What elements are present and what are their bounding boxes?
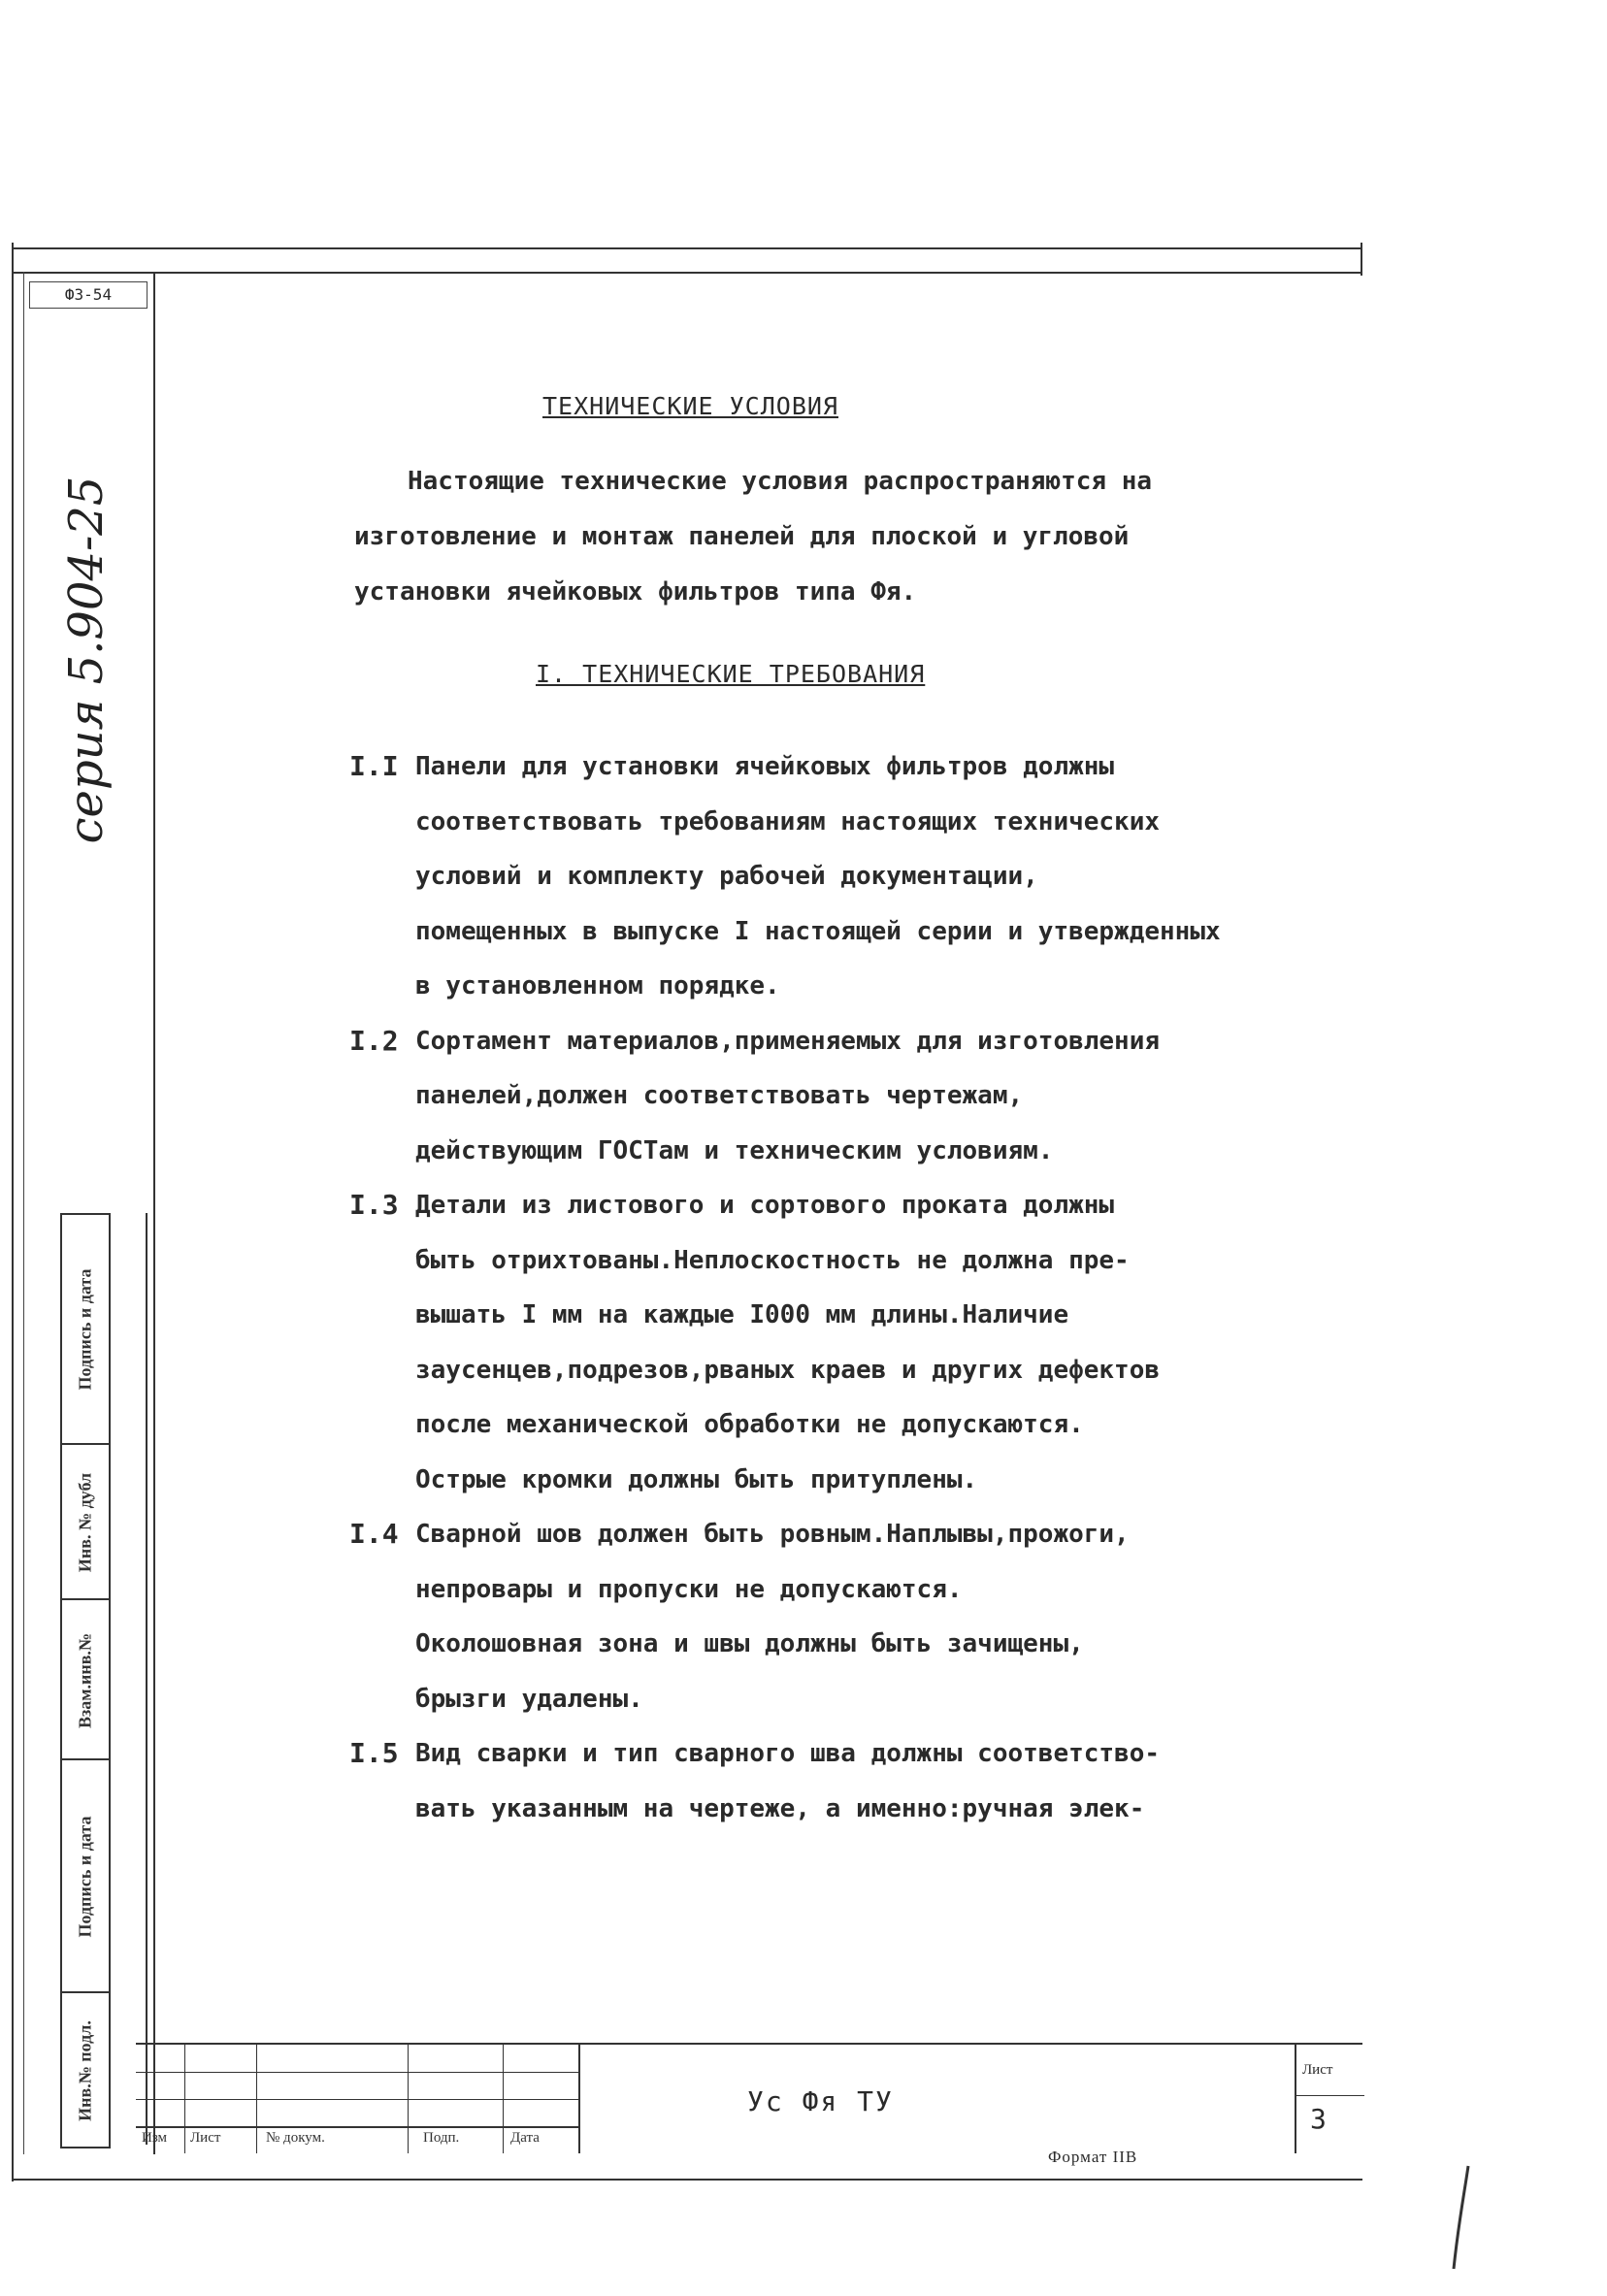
item-number: I.I <box>349 750 399 782</box>
section-title: I. ТЕХНИЧЕСКИЕ ТРЕБОВАНИЯ <box>536 660 926 688</box>
stamp-cell-original-inv: Инв.№ подл. <box>62 1991 109 2148</box>
intro-line: изготовление и монтаж панелей для плоской и угловой <box>354 522 1130 551</box>
sheet-label: Лист <box>1302 2062 1333 2078</box>
intro-line: установки ячейковых фильтров типа Фя. <box>354 577 917 607</box>
intro-line: Настоящие технические условия распространяются на <box>408 467 1153 496</box>
item-number: I.3 <box>349 1189 399 1221</box>
frame-left-line <box>12 243 14 2181</box>
approval-stamp-column <box>60 1213 111 2148</box>
list-item <box>349 1726 1349 1836</box>
item-line: действующим ГОСТам и техническим условиям. <box>415 1135 1054 1165</box>
header-signature: Подп. <box>423 2130 460 2146</box>
series-handwritten <box>0 476 290 844</box>
stamp-blank-column <box>107 1213 148 2145</box>
item-line: непровары и пропуски не допускаются. <box>415 1574 963 1604</box>
stamp-cell-duplicate-inv: Инв. № дубл <box>62 1443 109 1600</box>
sheet-number-box <box>1295 2045 1364 2153</box>
binding-margin-line <box>153 272 155 2154</box>
item-line: условий и комплекту рабочей документации, <box>415 862 1038 891</box>
list-item <box>349 739 1349 1014</box>
item-line: в установленном порядке. <box>415 971 780 1000</box>
item-line: Острые кромки должны быть притуплены. <box>415 1464 978 1494</box>
item-line: Панели для установки ячейковых фильтров должны <box>415 752 1115 781</box>
header-sheet: Лист <box>190 2130 221 2146</box>
list-item <box>349 1178 1349 1507</box>
item-line: вышать I мм на каждые I000 мм длины.Наличие <box>415 1300 1069 1329</box>
sheet-number: 3 <box>1310 2103 1327 2135</box>
item-line: после механической обработки не допускаются. <box>415 1410 1084 1439</box>
series-label: серия 5.904-25 <box>59 476 114 844</box>
item-line: панелей,должен соответствовать чертежам, <box>415 1081 1024 1110</box>
item-line: Сортамент материалов,применяемых для изготовления <box>415 1026 1161 1056</box>
requirements-list <box>349 739 1349 1836</box>
header-date: Дата <box>510 2130 540 2146</box>
item-number: I.4 <box>349 1518 399 1550</box>
item-number: I.5 <box>349 1737 399 1769</box>
list-item <box>349 1014 1349 1179</box>
frame-right-tick <box>1361 243 1362 276</box>
paper-format: Формат IIВ <box>1048 2148 1138 2166</box>
frame-inner-left-line <box>23 272 24 2154</box>
frame-bottom-line <box>12 2179 1362 2181</box>
item-line: вать указанным на чертеже, а именно:ручная элек- <box>415 1793 1145 1823</box>
document-code: Ус Фя ТУ <box>747 2085 894 2117</box>
item-number: I.2 <box>349 1024 399 1057</box>
header-revision: Изм <box>142 2130 168 2146</box>
title-block <box>136 2043 1362 2153</box>
form-code: ФЗ-54 <box>29 281 148 309</box>
header-doc-number: № докум. <box>266 2130 325 2146</box>
item-line: Околошовная зона и швы должны быть зачищены, <box>415 1629 1084 1658</box>
item-line: Детали из листового и сортового проката должны <box>415 1191 1115 1220</box>
frame-top-line <box>12 247 1362 249</box>
stamp-cell-replacement-inv: Взам.инв.№ <box>62 1598 109 1760</box>
item-line: заусенцев,подрезов,рваных краев и других дефектов <box>415 1355 1161 1385</box>
item-line: брызги удалены. <box>415 1684 643 1714</box>
stamp-cell-signature-date: Подпись и дата <box>62 1758 109 1993</box>
stamp-cell-signature-date-top: Подпись и дата <box>75 1268 95 1390</box>
intro-paragraph <box>354 454 1295 620</box>
revision-grid <box>136 2045 580 2153</box>
pen-stroke-mark <box>1451 2164 1470 2271</box>
item-line: быть отрихтованы.Неплоскостность не должна пре- <box>415 1245 1130 1275</box>
item-line: помещенных в выпуске I настоящей серии и утвержденных <box>415 916 1221 946</box>
document-title: ТЕХНИЧЕСКИЕ УСЛОВИЯ <box>542 392 838 420</box>
list-item <box>349 1507 1349 1726</box>
item-line: соответствовать требованиям настоящих технических <box>415 806 1161 836</box>
item-line: Сварной шов должен быть ровным.Наплывы,прожоги, <box>415 1520 1130 1549</box>
item-line: Вид сварки и тип сварного шва должны соответство- <box>415 1739 1161 1768</box>
frame-inner-top-line <box>12 272 1362 274</box>
